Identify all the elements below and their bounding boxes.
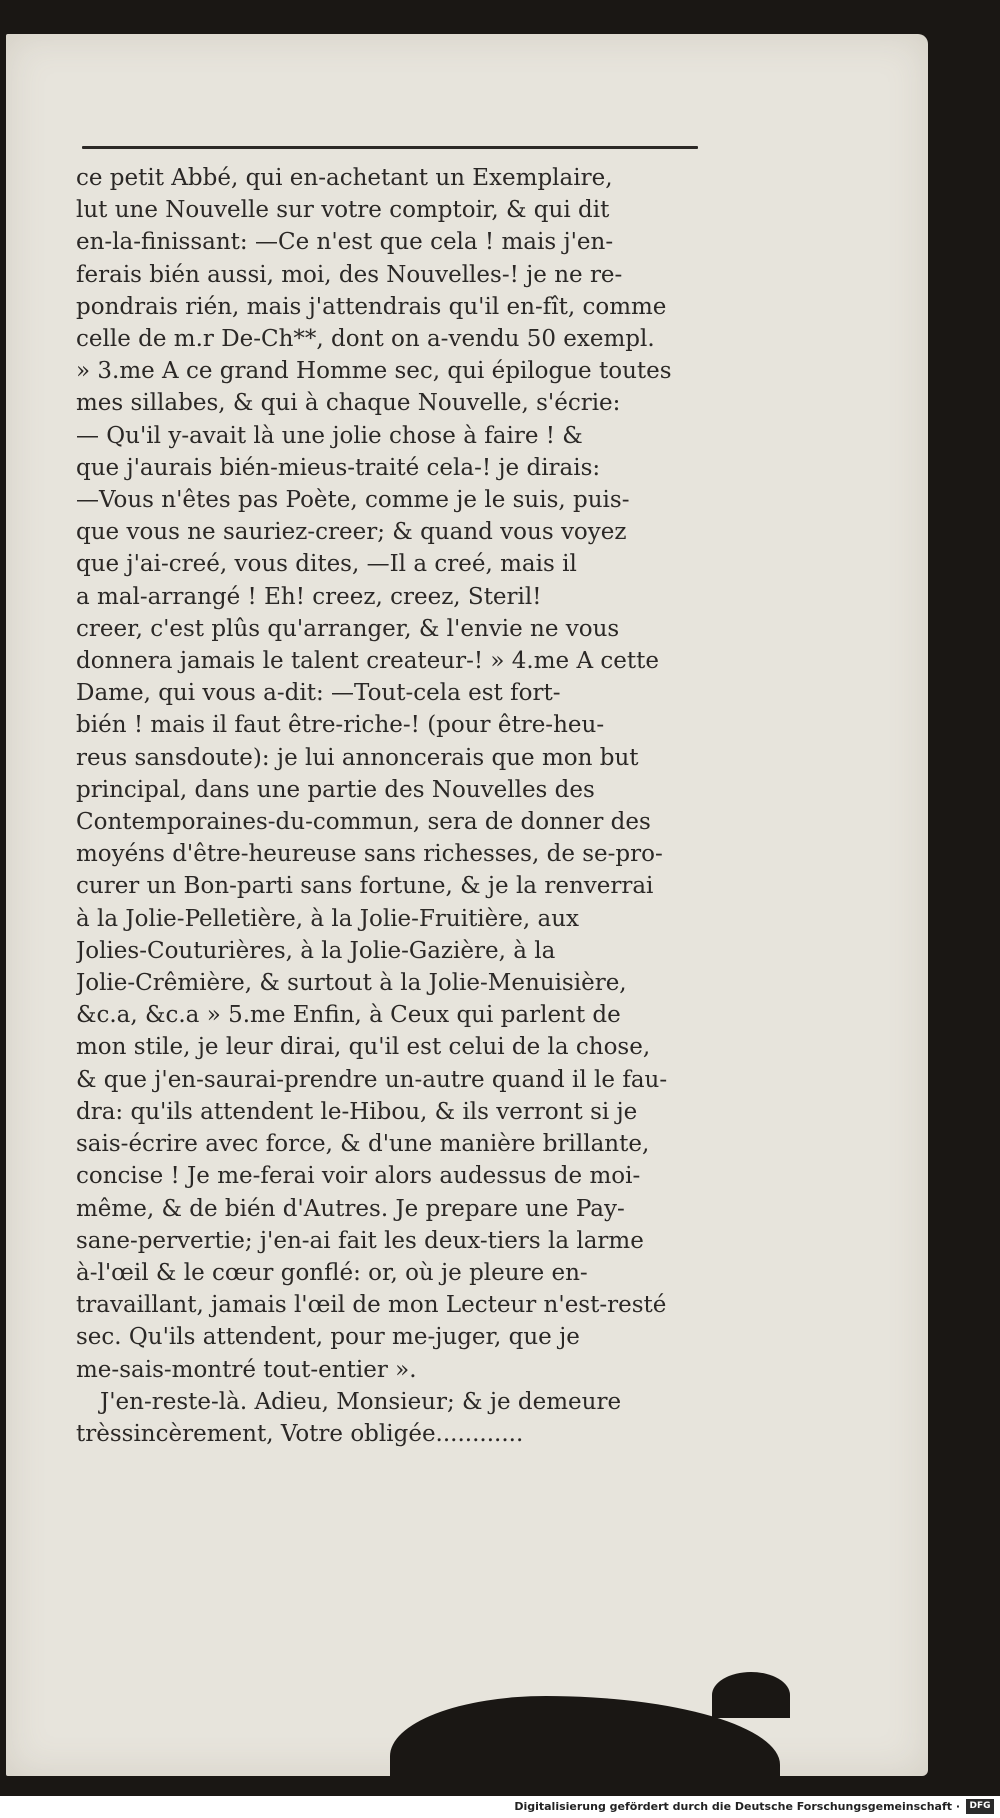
- text-line: sane-pervertie; j'en-ai fait les deux-tiers la larme: [76, 1227, 644, 1254]
- text-line: ce petit Abbé, qui en-achetant un Exemplaire,: [76, 165, 613, 191]
- text-line: mes sillabes, & qui à chaque Nouvelle, s'écrie:: [76, 390, 621, 417]
- text-line: reus sansdoute): je lui annoncerais que mon but: [76, 744, 639, 771]
- text-line: Contemporaines-du-commun, sera de donner des: [76, 809, 651, 836]
- text-line: Jolies-Couturières, à la Jolie-Gazière, à la: [76, 937, 556, 964]
- text-line: —Vous n'êtes pas Poète, comme je le suis, puis-: [76, 487, 630, 514]
- text-line: Dame, qui vous a-dit: —Tout-cela est fort-: [76, 680, 561, 707]
- text-line: lut une Nouvelle sur votre comptoir, & qui dit: [76, 197, 610, 224]
- text-line: dra: qu'ils attendent le-Hibou, & ils verront si je: [76, 1098, 638, 1125]
- text-line: à la Jolie-Pelletière, à la Jolie-Fruitière, aux: [76, 905, 580, 932]
- text-line: & que j'en-saurai-prendre un-autre quand il le fau-: [76, 1066, 668, 1093]
- text-line: que j'ai-creé, vous dites, —Il a creé, mais il: [76, 551, 577, 578]
- text-line: bién ! mais il faut être-riche-! (pour être-heu-: [76, 712, 605, 739]
- text-line: a mal-arrangé ! Eh! creez, creez, Steril!: [76, 583, 542, 610]
- text-line: — Qu'il y-avait là une jolie chose à faire ! &: [76, 422, 583, 449]
- text-line: donnera jamais le talent createur-! » 4.me A cette: [76, 648, 659, 675]
- text-line: mon stile, je leur dirai, qu'il est celui de la chose,: [76, 1034, 651, 1061]
- text-line: &c.a, &c.a » 5.me Enfin, à Ceux qui parlent de: [76, 1002, 621, 1029]
- text-line: » 3.me A ce grand Homme sec, qui épilogue toutes: [76, 358, 672, 385]
- page-text: [76, 162, 706, 1450]
- text-line: en-la-finissant: —Ce n'est que cela ! mais j'en-: [76, 229, 614, 256]
- text-line: moyéns d'être-heureuse sans richesses, de se-pro-: [76, 841, 663, 868]
- text-line: sec. Qu'ils attendent, pour me-juger, que je: [76, 1324, 580, 1351]
- text-line: curer un Bon-parti sans fortune, & je la renverrai: [76, 873, 654, 900]
- text-line: à-l'œil & le cœur gonflé: or, où je pleure en-: [76, 1259, 588, 1286]
- text-line: ferais bién aussi, moi, des Nouvelles-! je ne re-: [76, 261, 623, 288]
- text-line: concise ! Je me-ferai voir alors audessus de moi-: [76, 1163, 641, 1190]
- dfg-logo-icon: DFG: [966, 1799, 994, 1814]
- header-rule: [82, 146, 698, 149]
- text-line: même, & de bién d'Autres. Je prepare une Pay-: [76, 1195, 625, 1222]
- text-line: Jolie-Crêmière, & surtout à la Jolie-Menuisière,: [76, 970, 627, 997]
- text-line: me-sais-montré tout-entier ».: [76, 1356, 417, 1383]
- text-line: creer, c'est plûs qu'arranger, & l'envie ne vous: [76, 615, 620, 642]
- text-line: principal, dans une partie des Nouvelles des: [76, 776, 595, 803]
- text-line: trèssincèrement, Votre obligée............: [76, 1420, 524, 1447]
- text-line: que j'aurais bién-mieus-traité cela-! je dirais:: [76, 454, 601, 481]
- text-line: J'en-reste-là. Adieu, Monsieur; & je demeure: [100, 1388, 622, 1415]
- text-line: que vous ne sauriez-creer; & quand vous voyez: [76, 519, 627, 546]
- text-line: sais-écrire avec force, & d'une manière brillante,: [76, 1131, 650, 1158]
- book-page: [6, 34, 928, 1776]
- torn-page-edge: [712, 1672, 790, 1718]
- funding-credit: Digitalisierung gefördert durch die Deutsche Forschungsgemeinschaft ·: [514, 1800, 960, 1813]
- text-line: celle de m.r De-Ch**, dont on a-vendu 50 exempl.: [76, 326, 655, 353]
- text-line: pondrais rién, mais j'attendrais qu'il en-fît, comme: [76, 293, 667, 320]
- text-line: travaillant, jamais l'œil de mon Lecteur n'est-resté: [76, 1292, 667, 1319]
